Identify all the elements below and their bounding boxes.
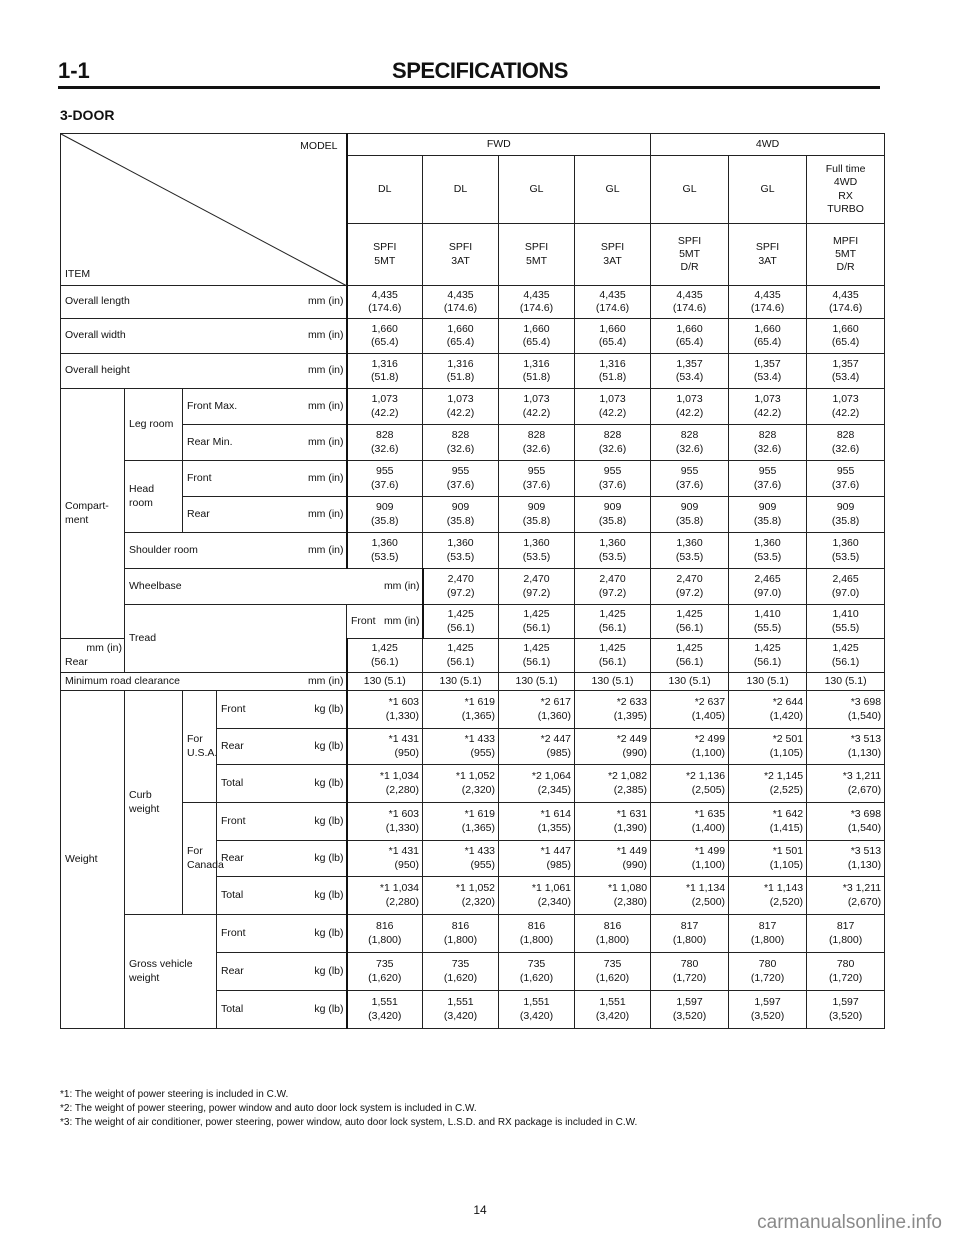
table-row <box>61 803 885 841</box>
value-cell: 1,425 (56.1) <box>347 639 423 673</box>
value-cell: 130 (5.1) <box>347 673 423 691</box>
value-cell: 1,597 (3,520) <box>807 991 885 1029</box>
footnotes <box>60 1088 637 1130</box>
value-cell: 735 (1,620) <box>575 953 651 991</box>
unit-label: mm (in) <box>307 471 344 484</box>
row-label-text: Rear <box>187 507 210 520</box>
model-cell: GL <box>575 156 651 224</box>
value-cell: *3 1,211 (2,670) <box>807 877 885 915</box>
value-cell: *1 1,052 (2,320) <box>423 877 499 915</box>
value-cell: 1,316 (51.8) <box>423 354 499 389</box>
specifications-table <box>60 133 885 1029</box>
value-cell: 817 (1,800) <box>729 915 807 953</box>
value-cell: *1 431 (950) <box>347 729 423 765</box>
unit-label: kg (lb) <box>314 964 344 977</box>
model-cell: GL <box>729 156 807 224</box>
value-cell: 4,435 (174.6) <box>499 286 575 319</box>
group-label: Leg room <box>125 389 183 461</box>
row-label-text: Rear <box>65 655 88 668</box>
unit-label: mm (in) <box>307 295 344 308</box>
unit-label: kg (lb) <box>314 926 344 939</box>
row-label <box>217 765 347 803</box>
footnote-3: *3: The weight of air conditioner, power steering, power window, auto door lock system, L.S.D. and RX package is included in C.W. <box>60 1117 638 1128</box>
unit-label: kg (lb) <box>314 776 344 789</box>
group-4wd: 4WD <box>651 134 885 156</box>
value-cell: 735 (1,620) <box>347 953 423 991</box>
value-cell: 1,073 (42.2) <box>807 389 885 425</box>
row-label-text: Minimum road clearance <box>65 674 180 687</box>
row-label-text: Front <box>221 702 246 715</box>
unit-label: mm (in) <box>383 614 420 627</box>
value-cell: 955 (37.6) <box>807 461 885 497</box>
row-label <box>217 729 347 765</box>
table-row <box>61 691 885 729</box>
row-label <box>125 533 347 569</box>
model-cell: DL <box>347 156 423 224</box>
value-cell: 817 (1,800) <box>651 915 729 953</box>
watermark: carmanualsonline.info <box>757 1212 942 1233</box>
value-cell: 955 (37.6) <box>499 461 575 497</box>
row-label <box>183 497 347 533</box>
value-cell: *2 1,145 (2,525) <box>729 765 807 803</box>
row-label-text: Rear <box>221 851 244 864</box>
value-cell: 1,073 (42.2) <box>575 389 651 425</box>
group-fwd: FWD <box>347 134 651 156</box>
value-cell: *1 619 (1,365) <box>423 691 499 729</box>
value-cell: 1,660 (65.4) <box>729 319 807 354</box>
value-cell: 2,470 (97.2) <box>651 569 729 605</box>
value-cell: 1,425 (56.1) <box>729 639 807 673</box>
unit-label: mm (in) <box>307 543 344 556</box>
value-cell: *1 447 (985) <box>499 841 575 877</box>
value-cell: 909 (35.8) <box>729 497 807 533</box>
page-title: SPECIFICATIONS <box>392 58 568 83</box>
value-cell: 1,425 (56.1) <box>651 605 729 639</box>
group-label: Gross vehicle weight <box>125 915 217 1029</box>
table-row <box>61 533 885 569</box>
value-cell: *1 642 (1,415) <box>729 803 807 841</box>
row-label <box>217 803 347 841</box>
value-cell: 2,470 (97.2) <box>575 569 651 605</box>
value-cell: 1,073 (42.2) <box>423 389 499 425</box>
value-cell: 1,660 (65.4) <box>423 319 499 354</box>
value-cell: 4,435 (174.6) <box>347 286 423 319</box>
model-cell: Full time 4WD RX TURBO <box>807 156 885 224</box>
value-cell: *1 1,061 (2,340) <box>499 877 575 915</box>
table-row <box>61 425 885 461</box>
value-cell: *1 1,143 (2,520) <box>729 877 807 915</box>
value-cell: 4,435 (174.6) <box>651 286 729 319</box>
table-row <box>61 461 885 497</box>
table-row <box>61 915 885 953</box>
value-cell: 1,551 (3,420) <box>423 991 499 1029</box>
table-row <box>61 673 885 691</box>
value-cell: *1 1,034 (2,280) <box>347 877 423 915</box>
row-label-text: Front <box>221 814 246 827</box>
value-cell: 816 (1,800) <box>423 915 499 953</box>
unit-label: kg (lb) <box>314 739 344 752</box>
value-cell: 780 (1,720) <box>651 953 729 991</box>
unit-label: kg (lb) <box>314 814 344 827</box>
unit-label: mm (in) <box>307 399 344 412</box>
value-cell: *1 635 (1,400) <box>651 803 729 841</box>
row-label <box>347 605 423 639</box>
row-label <box>217 991 347 1029</box>
value-cell: 2,470 (97.2) <box>499 569 575 605</box>
row-label-text: Total <box>221 776 244 789</box>
unit-label: mm (in) <box>307 364 344 377</box>
value-cell: 1,551 (3,420) <box>347 991 423 1029</box>
value-cell: 909 (35.8) <box>651 497 729 533</box>
variant-cell: SPFI 5MT <box>347 224 423 286</box>
table-row <box>61 605 885 639</box>
value-cell: 1,357 (53.4) <box>729 354 807 389</box>
unit-label: mm (in) <box>307 507 344 520</box>
value-cell: 1,316 (51.8) <box>347 354 423 389</box>
row-label-text: Total <box>221 1002 244 1015</box>
value-cell: 735 (1,620) <box>423 953 499 991</box>
unit-label: mm (in) <box>307 329 344 342</box>
group-label: Tread <box>125 605 347 673</box>
value-cell: *3 513 (1,130) <box>807 841 885 877</box>
value-cell: 1,425 (56.1) <box>423 639 499 673</box>
unit-label: kg (lb) <box>314 851 344 864</box>
value-cell: 2,465 (97.0) <box>807 569 885 605</box>
model-header: MODEL <box>300 140 338 152</box>
value-cell: *1 433 (955) <box>423 729 499 765</box>
value-cell: 909 (35.8) <box>347 497 423 533</box>
value-cell: *1 501 (1,105) <box>729 841 807 877</box>
value-cell: 909 (35.8) <box>423 497 499 533</box>
table-row <box>61 497 885 533</box>
table-corner <box>61 134 347 286</box>
value-cell: 1,360 (53.5) <box>807 533 885 569</box>
table-row <box>61 319 885 354</box>
model-cell: DL <box>423 156 499 224</box>
row-label <box>217 877 347 915</box>
value-cell: *1 631 (1,390) <box>575 803 651 841</box>
value-cell: 1,551 (3,420) <box>575 991 651 1029</box>
value-cell: 1,316 (51.8) <box>499 354 575 389</box>
value-cell: 130 (5.1) <box>575 673 651 691</box>
diagonal-line <box>61 134 347 286</box>
row-label-text: Front <box>221 926 246 939</box>
value-cell: 1,360 (53.5) <box>423 533 499 569</box>
unit-label: mm (in) <box>383 579 420 592</box>
value-cell: 1,425 (56.1) <box>499 605 575 639</box>
row-label <box>61 286 347 319</box>
footnote-1: *1: The weight of power steering is included in C.W. <box>60 1089 289 1100</box>
model-cell: GL <box>499 156 575 224</box>
value-cell: *2 637 (1,405) <box>651 691 729 729</box>
group-label: Curb weight <box>125 691 183 915</box>
value-cell: 1,073 (42.2) <box>499 389 575 425</box>
row-label-text: Overall width <box>65 329 126 342</box>
value-cell: *2 1,136 (2,505) <box>651 765 729 803</box>
value-cell: *3 513 (1,130) <box>807 729 885 765</box>
value-cell: 1,597 (3,520) <box>729 991 807 1029</box>
variant-cell: SPFI 5MT <box>499 224 575 286</box>
value-cell: 1,660 (65.4) <box>807 319 885 354</box>
row-label-text: Shoulder room <box>129 543 198 556</box>
value-cell: 909 (35.8) <box>499 497 575 533</box>
value-cell: *2 1,082 (2,385) <box>575 765 651 803</box>
value-cell: 130 (5.1) <box>729 673 807 691</box>
value-cell: *1 1,034 (2,280) <box>347 765 423 803</box>
unit-label: kg (lb) <box>314 888 344 901</box>
value-cell: 1,425 (56.1) <box>423 605 499 639</box>
group-label: Compart- ment <box>61 389 125 639</box>
row-label-text: Front <box>187 471 212 484</box>
value-cell: 1,357 (53.4) <box>807 354 885 389</box>
model-cell: GL <box>651 156 729 224</box>
value-cell: 2,470 (97.2) <box>423 569 499 605</box>
value-cell: 816 (1,800) <box>499 915 575 953</box>
value-cell: 909 (35.8) <box>807 497 885 533</box>
value-cell: 1,357 (53.4) <box>651 354 729 389</box>
row-label <box>61 673 347 691</box>
table-row <box>61 569 885 605</box>
value-cell: 828 (32.6) <box>729 425 807 461</box>
value-cell: 780 (1,720) <box>729 953 807 991</box>
table-row <box>61 354 885 389</box>
value-cell: 955 (37.6) <box>729 461 807 497</box>
value-cell: *1 614 (1,355) <box>499 803 575 841</box>
value-cell: 1,073 (42.2) <box>347 389 423 425</box>
value-cell: 1,360 (53.5) <box>499 533 575 569</box>
unit-label: kg (lb) <box>314 702 344 715</box>
value-cell: 130 (5.1) <box>423 673 499 691</box>
value-cell: *2 617 (1,360) <box>499 691 575 729</box>
value-cell: 1,660 (65.4) <box>347 319 423 354</box>
row-label <box>125 569 423 605</box>
value-cell: 1,425 (56.1) <box>575 639 651 673</box>
row-label-text: Wheelbase <box>129 579 182 592</box>
value-cell: 1,073 (42.2) <box>651 389 729 425</box>
row-label <box>183 389 347 425</box>
page-number: 14 <box>473 1203 487 1217</box>
value-cell: 4,435 (174.6) <box>807 286 885 319</box>
value-cell: *2 633 (1,395) <box>575 691 651 729</box>
group-label: Head room <box>125 461 183 533</box>
value-cell: *2 1,064 (2,345) <box>499 765 575 803</box>
value-cell: *1 499 (1,100) <box>651 841 729 877</box>
row-label-text: Front <box>351 614 376 627</box>
variant-cell: SPFI 3AT <box>423 224 499 286</box>
row-label <box>217 953 347 991</box>
value-cell: 4,435 (174.6) <box>729 286 807 319</box>
value-cell: *1 603 (1,330) <box>347 691 423 729</box>
variant-cell: MPFI 5MT D/R <box>807 224 885 286</box>
value-cell: 828 (32.6) <box>575 425 651 461</box>
row-label-text: Front Max. <box>187 399 238 412</box>
value-cell: 1,360 (53.5) <box>651 533 729 569</box>
row-label <box>183 425 347 461</box>
section-number: 1-1 <box>58 58 90 83</box>
value-cell: 1,316 (51.8) <box>575 354 651 389</box>
value-cell: 1,597 (3,520) <box>651 991 729 1029</box>
value-cell: 2,465 (97.0) <box>729 569 807 605</box>
row-label-text: Rear <box>221 964 244 977</box>
value-cell: 817 (1,800) <box>807 915 885 953</box>
row-label-text: Overall height <box>65 364 130 377</box>
row-label-text: Total <box>221 888 244 901</box>
value-cell: 955 (37.6) <box>651 461 729 497</box>
row-label <box>217 841 347 877</box>
row-label <box>61 639 125 673</box>
value-cell: 955 (37.6) <box>347 461 423 497</box>
value-cell: 1,551 (3,420) <box>499 991 575 1029</box>
row-label <box>217 915 347 953</box>
item-header: ITEM <box>65 267 91 280</box>
unit-label: mm (in) <box>86 642 122 655</box>
group-label: For U.S.A. <box>183 691 217 803</box>
value-cell: 828 (32.6) <box>499 425 575 461</box>
row-label <box>183 461 347 497</box>
section-title: 3-DOOR <box>60 107 115 123</box>
value-cell: *3 698 (1,540) <box>807 803 885 841</box>
row-label <box>217 691 347 729</box>
table-row <box>61 286 885 319</box>
variant-cell: SPFI 3AT <box>575 224 651 286</box>
row-label <box>61 319 347 354</box>
row-label-text: Overall length <box>65 295 130 308</box>
variant-cell: SPFI 3AT <box>729 224 807 286</box>
value-cell: 1,410 (55.5) <box>807 605 885 639</box>
footnote-2: *2: The weight of power steering, power window and auto door lock system is included in C.W. <box>60 1103 477 1114</box>
value-cell: *1 1,052 (2,320) <box>423 765 499 803</box>
value-cell: 1,073 (42.2) <box>729 389 807 425</box>
value-cell: 828 (32.6) <box>347 425 423 461</box>
value-cell: *1 431 (950) <box>347 841 423 877</box>
value-cell: 735 (1,620) <box>499 953 575 991</box>
value-cell: *2 449 (990) <box>575 729 651 765</box>
value-cell: 1,410 (55.5) <box>729 605 807 639</box>
value-cell: *1 433 (955) <box>423 841 499 877</box>
value-cell: 828 (32.6) <box>651 425 729 461</box>
value-cell: 1,360 (53.5) <box>347 533 423 569</box>
value-cell: *1 603 (1,330) <box>347 803 423 841</box>
value-cell: 130 (5.1) <box>807 673 885 691</box>
value-cell: 1,660 (65.4) <box>651 319 729 354</box>
value-cell: 816 (1,800) <box>575 915 651 953</box>
value-cell: 1,425 (56.1) <box>499 639 575 673</box>
variant-cell: SPFI 5MT D/R <box>651 224 729 286</box>
row-label <box>61 354 347 389</box>
value-cell: 955 (37.6) <box>423 461 499 497</box>
value-cell: 1,360 (53.5) <box>729 533 807 569</box>
value-cell: *1 449 (990) <box>575 841 651 877</box>
unit-label: mm (in) <box>307 435 344 448</box>
row-label-text: Rear Min. <box>187 435 233 448</box>
value-cell: *1 1,134 (2,500) <box>651 877 729 915</box>
value-cell: 4,435 (174.6) <box>423 286 499 319</box>
unit-label: mm (in) <box>307 674 344 687</box>
value-cell: 4,435 (174.6) <box>575 286 651 319</box>
group-label: For Canada <box>183 803 217 915</box>
value-cell: 1,425 (56.1) <box>651 639 729 673</box>
value-cell: *2 501 (1,105) <box>729 729 807 765</box>
value-cell: 780 (1,720) <box>807 953 885 991</box>
value-cell: 1,660 (65.4) <box>499 319 575 354</box>
row-label-text: Rear <box>221 739 244 752</box>
value-cell: *3 1,211 (2,670) <box>807 765 885 803</box>
value-cell: 828 (32.6) <box>423 425 499 461</box>
value-cell: 130 (5.1) <box>499 673 575 691</box>
value-cell: 130 (5.1) <box>651 673 729 691</box>
value-cell: 828 (32.6) <box>807 425 885 461</box>
value-cell: 816 (1,800) <box>347 915 423 953</box>
table-row <box>61 389 885 425</box>
unit-label: kg (lb) <box>314 1002 344 1015</box>
group-label: Weight <box>61 691 125 1029</box>
value-cell: 1,660 (65.4) <box>575 319 651 354</box>
value-cell: 955 (37.6) <box>575 461 651 497</box>
value-cell: *3 698 (1,540) <box>807 691 885 729</box>
value-cell: *2 644 (1,420) <box>729 691 807 729</box>
value-cell: 909 (35.8) <box>575 497 651 533</box>
value-cell: 1,360 (53.5) <box>575 533 651 569</box>
value-cell: *2 447 (985) <box>499 729 575 765</box>
value-cell: *1 1,080 (2,380) <box>575 877 651 915</box>
header-rule <box>58 86 880 89</box>
value-cell: 1,425 (56.1) <box>575 605 651 639</box>
value-cell: 1,425 (56.1) <box>807 639 885 673</box>
value-cell: *2 499 (1,100) <box>651 729 729 765</box>
value-cell: *1 619 (1,365) <box>423 803 499 841</box>
